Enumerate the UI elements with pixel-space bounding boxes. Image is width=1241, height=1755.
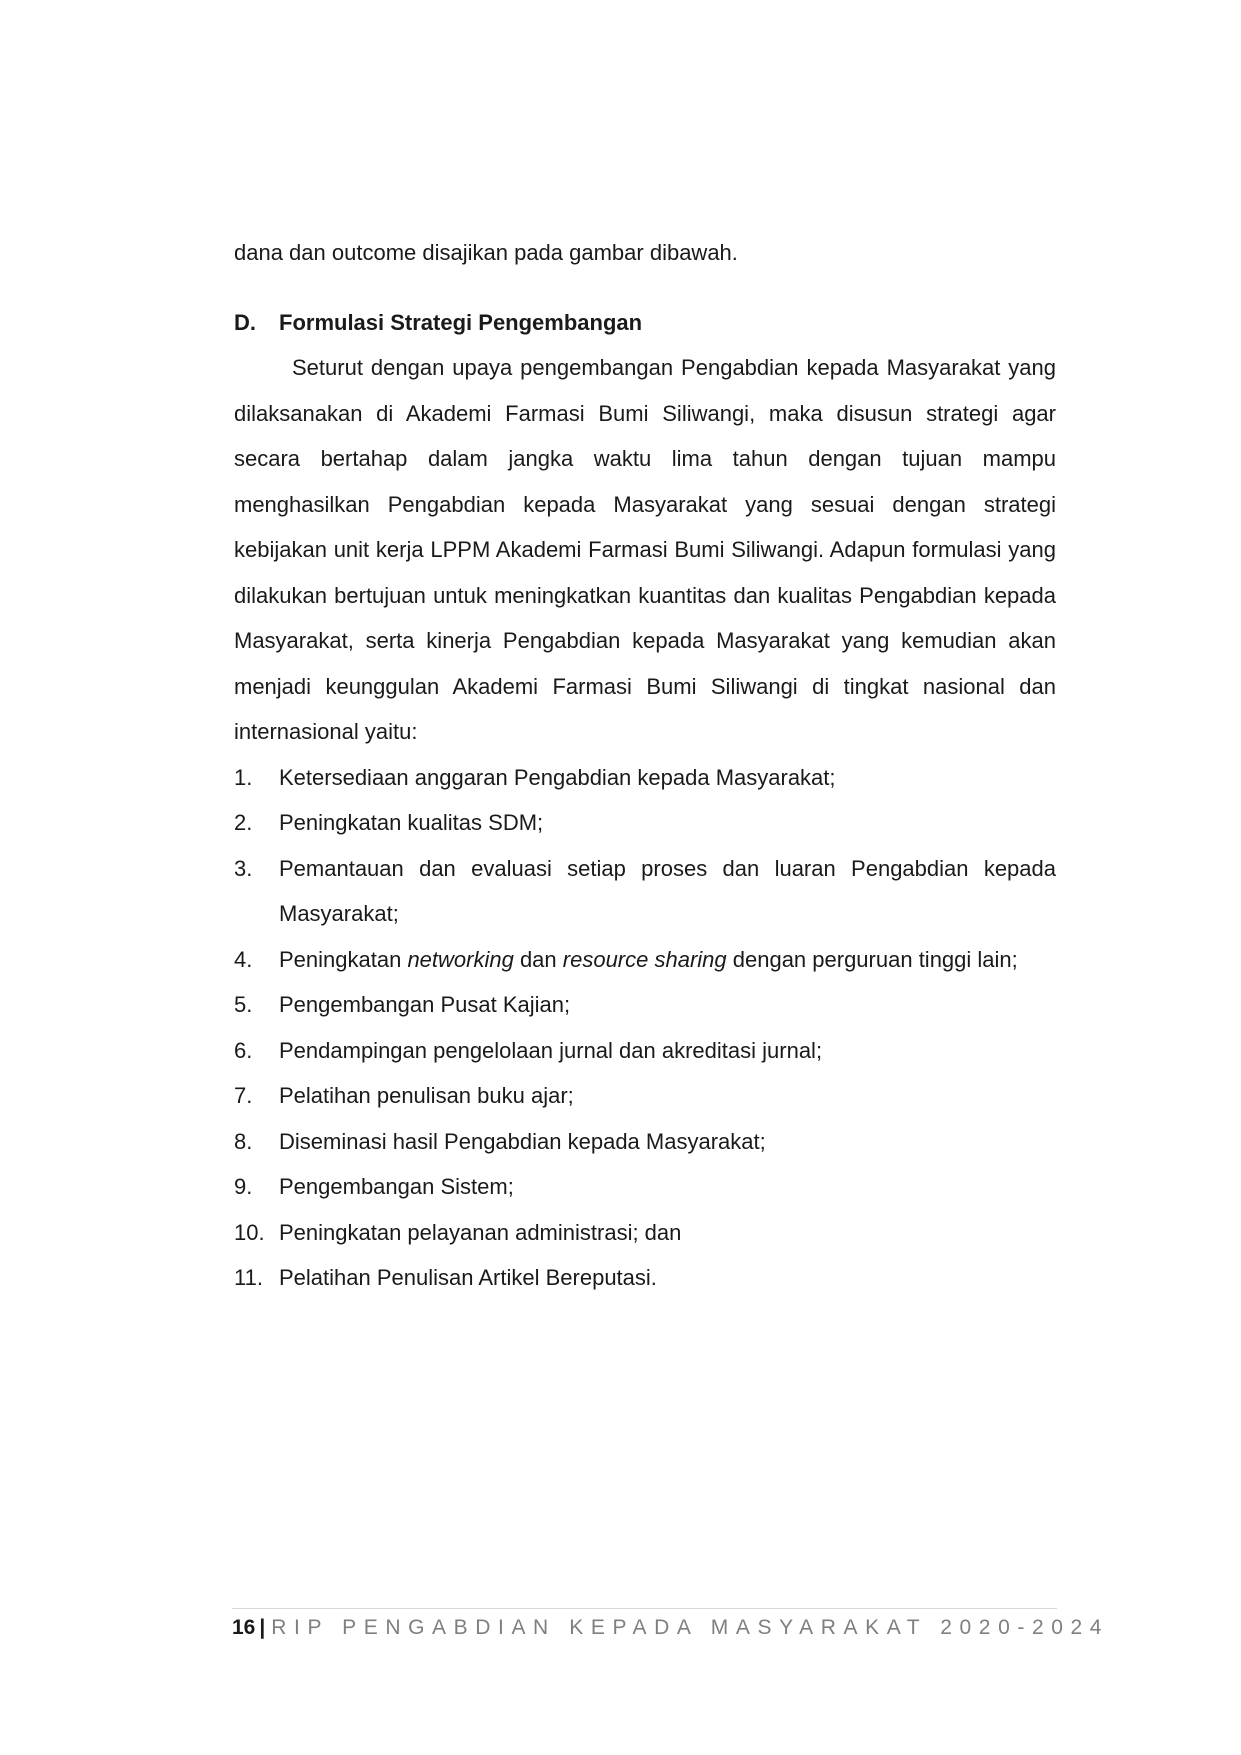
list-text-part: dengan perguruan tinggi lain; — [726, 946, 1018, 972]
list-text-part: dan — [513, 946, 563, 972]
footer-title: RIP PENGABDIAN KEPADA MASYARAKAT 2020-2024 — [271, 1616, 1110, 1639]
list-text-part: Peningkatan — [279, 946, 408, 972]
list-text: Peningkatan kualitas SDM; — [279, 810, 544, 835]
list-text: Pelatihan penulisan buku ajar; — [279, 1083, 574, 1108]
list-text: Pengembangan Pusat Kajian; — [279, 992, 571, 1017]
list-number: 7. — [234, 1083, 253, 1108]
section-heading — [234, 300, 1056, 346]
section-title: Formulasi Strategi Pengembangan — [279, 309, 643, 335]
list-number: 11. — [234, 1265, 263, 1290]
list-item — [234, 1164, 1056, 1210]
list-text: Pendampingan pengelolaan jurnal dan akreditasi jurnal; — [279, 1037, 823, 1063]
emphasis-networking: networking — [407, 946, 514, 972]
list-item — [234, 755, 1056, 801]
page-footer — [232, 1608, 1110, 1641]
list-item — [234, 800, 1056, 846]
list-number: 9. — [234, 1174, 253, 1199]
list-item — [234, 1073, 1056, 1119]
list-number: 3. — [234, 855, 253, 881]
list-number: 5. — [234, 992, 253, 1017]
list-item — [234, 982, 1056, 1028]
list-text — [279, 937, 1056, 983]
list-item — [234, 1028, 1056, 1074]
list-item — [234, 937, 1056, 983]
list-text: Ketersediaan anggaran Pengabdian kepada Masyarakat; — [279, 764, 836, 790]
list-number: 6. — [234, 1037, 253, 1063]
list-number: 8. — [234, 1128, 253, 1154]
list-number: 10. — [234, 1219, 265, 1245]
list-item — [234, 1255, 1056, 1301]
strategy-paragraph: Seturut dengan upaya pengembangan Pengabdian kepada Masyarakat yang dilaksanakan di Akademi Farmasi Bumi Siliwangi, maka disusun strategi agar secara bertahap dalam jangka waktu lima tahun dengan tujuan mampu menghasilkan Pengabdian kepada Masyarakat yang sesuai dengan strategi kebijakan unit kerja LPPM Akademi Farmasi Bumi Siliwangi. Adapun formulasi yang dilakukan bertujuan untuk meningkatkan kuantitas dan kualitas Pengabdian kepada Masyarakat, serta kinerja Pengabdian kepada Masyarakat yang kemudian akan menjadi keunggulan Akademi Farmasi Bumi Siliwangi di tingkat nasional dan internasional yaitu: — [234, 355, 1056, 744]
list-text: Diseminasi hasil Pengabdian kepada Masyarakat; — [279, 1128, 766, 1154]
list-text: Pemantauan dan evaluasi setiap proses dan luaran Pengabdian kepada Masyarakat; — [279, 855, 1056, 926]
page-number: 16 — [232, 1616, 256, 1639]
page-content — [234, 230, 1056, 1301]
list-text: Pelatihan Penulisan Artikel Bereputasi. — [279, 1265, 657, 1290]
footer-separator: | — [259, 1616, 266, 1639]
intro-line: dana dan outcome disajikan pada gambar dibawah. — [234, 240, 738, 265]
list-number: 2. — [234, 810, 253, 835]
list-number: 1. — [234, 764, 253, 790]
emphasis-resource-sharing: resource sharing — [562, 946, 727, 972]
list-item — [234, 846, 1056, 937]
list-item — [234, 1119, 1056, 1165]
strategy-list — [234, 755, 1056, 1301]
section-letter: D. — [234, 309, 256, 335]
list-text: Peningkatan pelayanan administrasi; dan — [279, 1219, 682, 1245]
list-number: 4. — [234, 946, 253, 972]
list-text: Pengembangan Sistem; — [279, 1174, 514, 1199]
list-item — [234, 1210, 1056, 1256]
